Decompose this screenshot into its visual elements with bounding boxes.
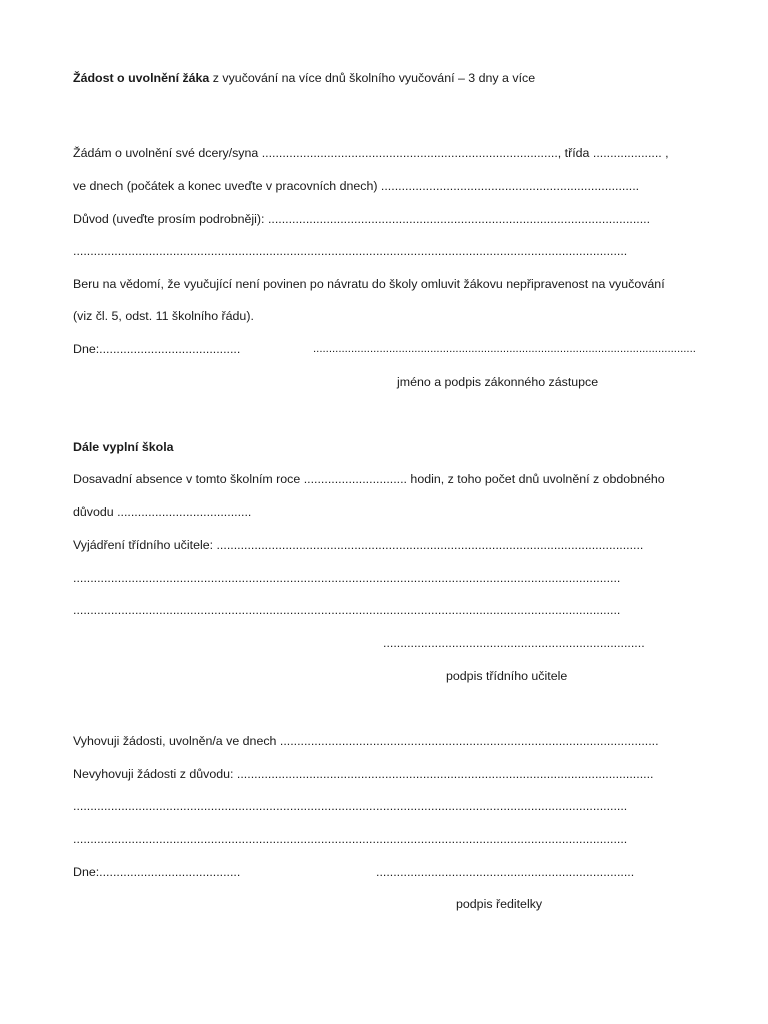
teacher-signature-line: ............................................................................ — [383, 636, 645, 650]
teacher-statement-line: Vyjádření třídního učitele: ............................................................................................................................ — [73, 538, 644, 552]
request-dates-line: ve dnech (počátek a konec uveďte v pracovních dnech) ........................................................................... — [73, 179, 640, 193]
principal-date-field: Dne:......................................... — [73, 865, 241, 879]
school-section-heading: Dále vyplní škola — [73, 440, 174, 454]
denial-continuation-line: ................................................................................................................................................................. — [73, 799, 628, 813]
reason-continuation-line: ................................................................................................................................................................. — [73, 244, 628, 258]
acknowledgement-reference: (viz čl. 5, odst. 11 školního řádu). — [73, 309, 254, 323]
teacher-statement-continuation: ............................................................................................................................................................... — [73, 603, 621, 617]
absence-reason-line: důvodu ....................................... — [73, 505, 252, 519]
acknowledgement-line: Beru na vědomí, že vyučující není povinen po návratu do školy omluvit žákovu nepřipravenost na vyučování — [73, 277, 665, 291]
title-bold-part: Žádost o uvolnění žáka — [73, 71, 210, 85]
reason-line: Důvod (uveďte prosím podrobněji): ............................................................................................................... — [73, 212, 651, 226]
parent-signature-line: ......................................................................................................................... — [313, 343, 696, 355]
principal-signature-caption: podpis ředitelky — [456, 897, 543, 911]
parent-signature-caption: jméno a podpis zákonného zástupce — [397, 375, 599, 389]
denial-line: Nevyhovuji žádosti z důvodu: ......................................................................................................................... — [73, 767, 654, 781]
denial-continuation-line: ................................................................................................................................................................. — [73, 832, 628, 846]
title-rest-part: z vyučování na více dnů školního vyučování – 3 dny a více — [209, 71, 536, 85]
absence-line: Dosavadní absence v tomto školním roce .............................. hodin, z toho počet dnů uvolnění z obdobného — [73, 472, 665, 486]
request-student-line: Žádám o uvolnění své dcery/syna ......................................................................................, třída .................... , — [73, 146, 669, 160]
approval-line: Vyhovuji žádosti, uvolněn/a ve dnech .............................................................................................................. — [73, 734, 659, 748]
document-title — [73, 70, 535, 86]
teacher-signature-caption: podpis třídního učitele — [446, 669, 568, 683]
parent-date-field: Dne:......................................... — [73, 342, 241, 356]
teacher-statement-continuation: ............................................................................................................................................................... — [73, 571, 621, 585]
principal-signature-line: ........................................................................... — [376, 865, 635, 879]
